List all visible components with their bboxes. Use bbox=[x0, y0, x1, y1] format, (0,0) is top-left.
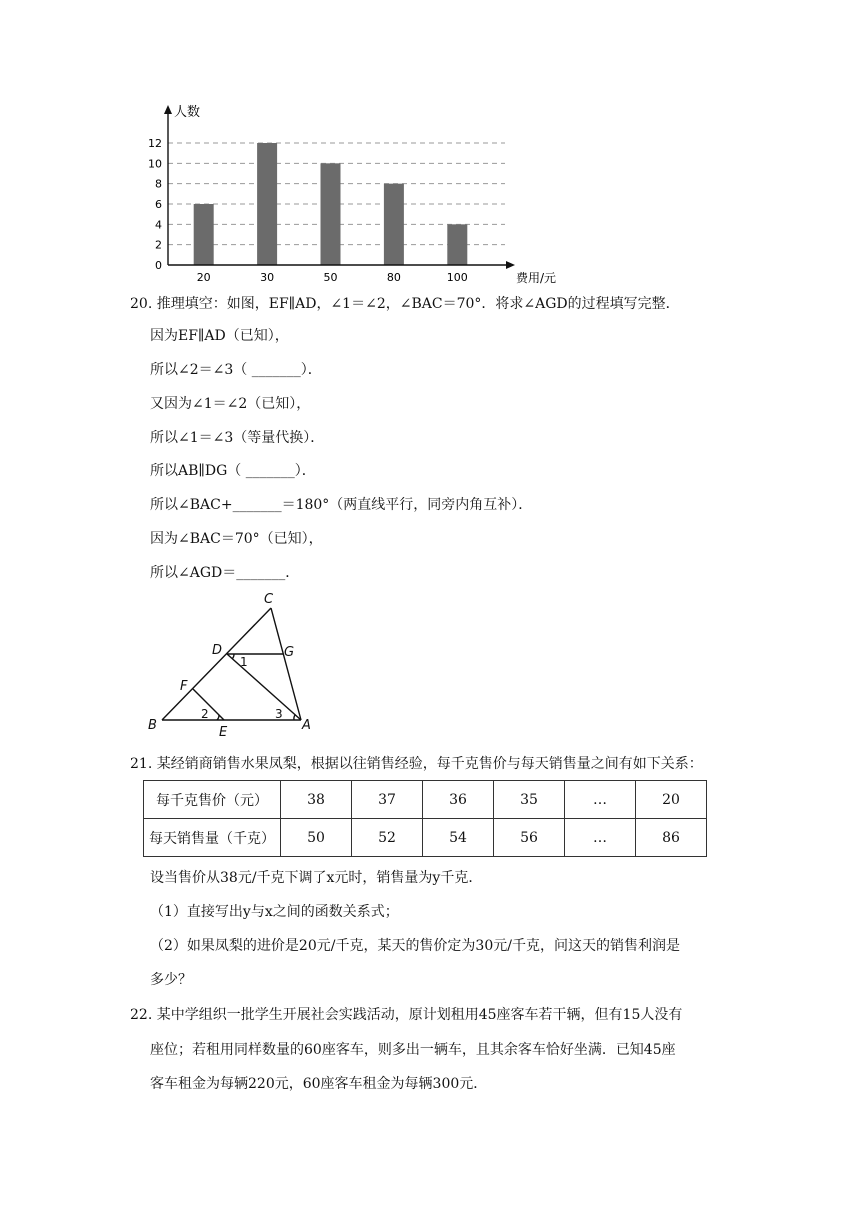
table-cell: 86 bbox=[636, 819, 707, 857]
segment-BC bbox=[162, 608, 271, 720]
label-A: A bbox=[302, 718, 311, 733]
angle-3-arc bbox=[294, 715, 295, 720]
bar-chart bbox=[140, 100, 580, 290]
y-tick-label: 8 bbox=[155, 177, 162, 191]
label-E: E bbox=[219, 725, 228, 738]
q21-setup: 设当售价从38元/千克下调了x元时，销售量为y千克． bbox=[150, 870, 483, 886]
q20-number: 20. bbox=[130, 296, 153, 312]
y-axis-label: 人数 bbox=[174, 105, 201, 120]
q22-line-2: 座位；若租用同样数量的60座客车，则多出一辆车，且其余客车恰好坐满．已知45座 bbox=[150, 1042, 676, 1058]
q20-line-2: 所以∠2＝∠3（ _______）． bbox=[150, 362, 322, 378]
table-row bbox=[144, 781, 707, 819]
y-tick-label: 10 bbox=[148, 157, 162, 171]
q20-intro-text: 推理填空：如图，EF∥AD，∠1＝∠2，∠BAC＝70°．将求∠AGD的过程填写完整． bbox=[156, 296, 680, 312]
q20-line-7: 因为∠BAC＝70°（已知）， bbox=[150, 531, 323, 547]
q22-number: 22. bbox=[130, 1007, 153, 1023]
q21-part-2-cont: 多少？ bbox=[150, 972, 192, 988]
table-cell: … bbox=[565, 781, 636, 819]
label-angle-3: 3 bbox=[275, 707, 283, 721]
label-D: D bbox=[212, 643, 223, 658]
x-axis-arrow bbox=[506, 261, 515, 269]
y-tick-label: 4 bbox=[155, 218, 162, 232]
bar-30 bbox=[257, 143, 277, 265]
bar-100 bbox=[447, 224, 467, 265]
q21-number: 21. bbox=[130, 756, 153, 772]
y-tick-label: 2 bbox=[155, 238, 162, 252]
label-B: B bbox=[148, 718, 157, 733]
x-axis-label: 费用/元 bbox=[516, 271, 557, 285]
q20-line-4: 所以∠1＝∠3（等量代换）． bbox=[150, 430, 325, 446]
price-sales-table bbox=[143, 780, 707, 857]
label-angle-2: 2 bbox=[201, 707, 209, 721]
table-cell: 20 bbox=[636, 781, 707, 819]
q20-line-1: 因为EF∥AD（已知）， bbox=[150, 328, 289, 344]
segment-CA bbox=[271, 608, 301, 720]
table-cell: 38 bbox=[281, 781, 352, 819]
table-row-header: 每千克售价（元） bbox=[144, 781, 281, 819]
label-angle-1: 1 bbox=[240, 655, 248, 669]
x-tick-label: 20 bbox=[196, 271, 211, 284]
table-row-header: 每天销售量（千克） bbox=[144, 819, 281, 857]
x-tick-label: 80 bbox=[386, 271, 401, 284]
label-F: F bbox=[180, 679, 188, 694]
q22-text-1: 某中学组织一批学生开展社会实践活动，原计划租用45座客车若干辆，但有15人没有 bbox=[156, 1007, 683, 1023]
bar-20 bbox=[194, 204, 214, 265]
table-cell: 35 bbox=[494, 781, 565, 819]
q20-line-8: 所以∠AGD＝_______． bbox=[150, 565, 300, 581]
q22-line-1 bbox=[130, 1005, 682, 1025]
q20-line-3: 又因为∠1＝∠2（已知）， bbox=[150, 396, 311, 412]
table-row bbox=[144, 819, 707, 857]
segment-DA bbox=[227, 654, 301, 720]
x-tick-label: 30 bbox=[260, 271, 275, 284]
table-cell: … bbox=[565, 819, 636, 857]
q21-part-2: （2）如果凤梨的进价是20元/千克，某天的售价定为30元/千克，问这天的销售利润是 bbox=[150, 938, 680, 954]
q20-intro bbox=[130, 294, 680, 314]
table-cell: 36 bbox=[423, 781, 494, 819]
geometry-figure bbox=[140, 588, 330, 738]
table-cell: 54 bbox=[423, 819, 494, 857]
angle-2-arc bbox=[217, 715, 219, 720]
y-tick-label: 12 bbox=[148, 137, 162, 150]
table-cell: 37 bbox=[352, 781, 423, 819]
table-cell: 56 bbox=[494, 819, 565, 857]
q20-line-5: 所以AB∥DG（ _______）． bbox=[150, 463, 316, 479]
q22-line-3: 客车租金为每辆220元，60座客车租金为每辆300元． bbox=[150, 1076, 488, 1092]
y-tick-label: 0 bbox=[155, 259, 162, 272]
x-tick-label: 100 bbox=[446, 271, 468, 284]
bar-80 bbox=[384, 184, 404, 265]
q20-line-6: 所以∠BAC+_______＝180°（两直线平行，同旁内角互补）． bbox=[150, 497, 533, 513]
y-axis-arrow bbox=[164, 105, 172, 114]
table-cell: 52 bbox=[352, 819, 423, 857]
y-tick-label: 6 bbox=[155, 198, 162, 211]
bar-50 bbox=[321, 163, 341, 265]
label-C: C bbox=[264, 592, 274, 607]
x-tick-label: 50 bbox=[323, 271, 338, 284]
label-G: G bbox=[284, 645, 295, 660]
q21-part-1: （1）直接写出y与x之间的函数关系式； bbox=[150, 904, 399, 920]
angle-1-arc bbox=[232, 654, 234, 659]
q21-intro bbox=[130, 754, 703, 774]
q21-intro-text: 某经销商销售水果凤梨，根据以往销售经验，每千克售价与每天销售量之间有如下关系： bbox=[156, 756, 703, 772]
table-cell: 50 bbox=[281, 819, 352, 857]
